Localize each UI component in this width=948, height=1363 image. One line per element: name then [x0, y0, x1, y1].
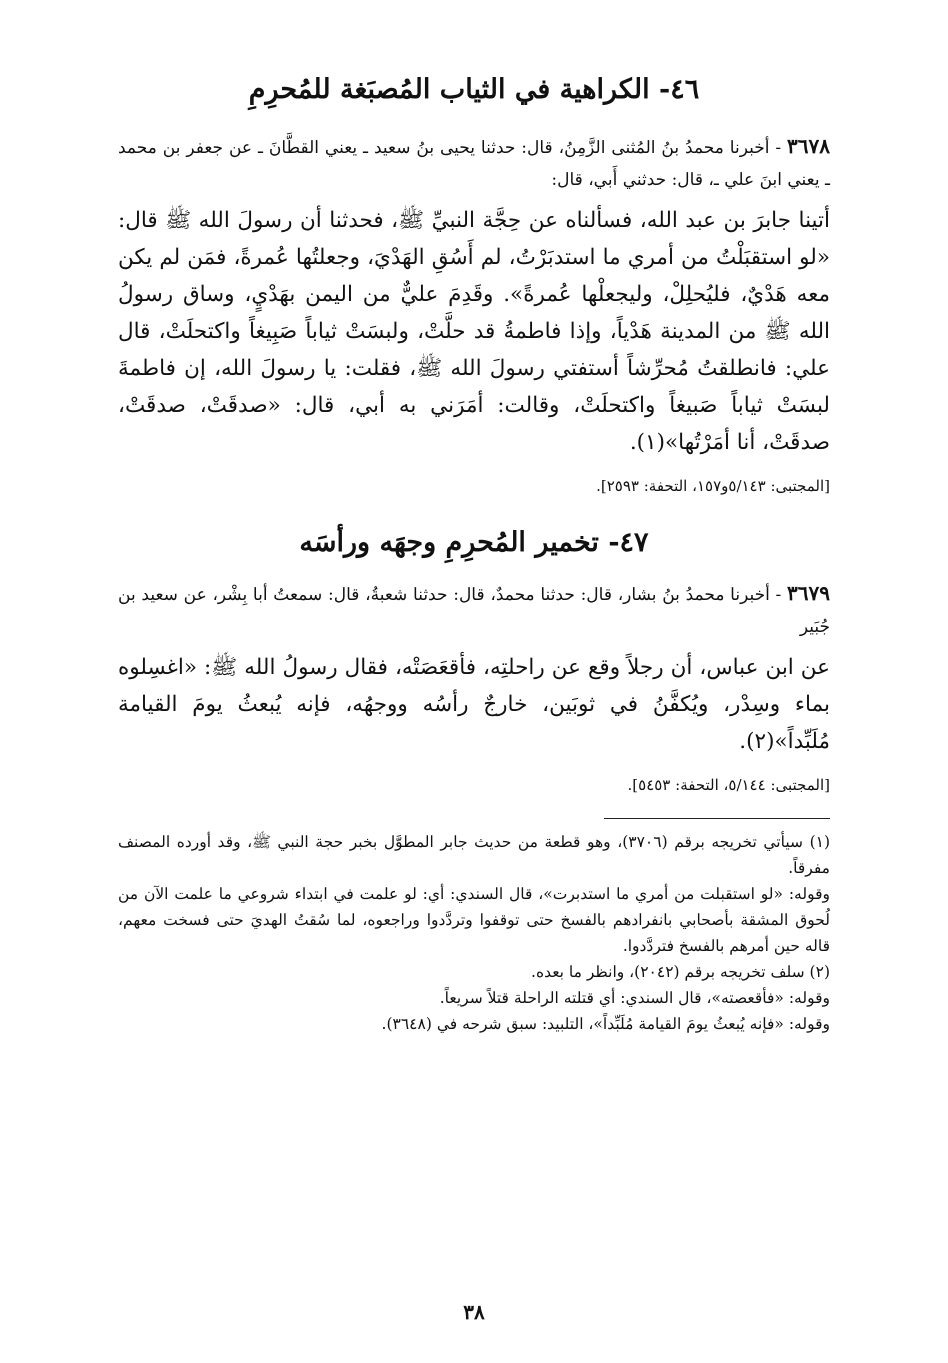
- hadith-3679-reference: [المجتبى: ٥/١٤٤، التحفة: ٥٤٥٣].: [627, 776, 830, 794]
- hadith-3678-reference: [المجتبى: ٥/١٤٣و١٥٧، التحفة: ٢٥٩٣].: [596, 477, 830, 495]
- footnote-2-comment-2: وقوله: «فإنه يُبعثُ يومَ القيامة مُلَبِّداً»، التلبيد: سبق شرحه في (٣٦٤٨).: [381, 1015, 830, 1033]
- hadith-3679-isnad-text: - أخبرنا محمدُ بنُ بشار، قال: حدثنا محمدٌ، قال: حدثنا شعبةُ، قال: سمعتُ أبا بِشْر، عن سعيد بن جُبَير: [118, 585, 830, 637]
- page-number: ٣٨: [463, 1300, 485, 1324]
- hadith-3678-isnad: [118, 130, 830, 196]
- chapter-47-title: ٤٧- تخمير المُحرِمِ وجهَه ورأسَه: [299, 527, 649, 558]
- footnote-1-comment: وقوله: «لو استقبلت من أمري ما استدبرت»، قال السندي: أي: لو علمت في ابتداء شروعي ما علمت الآن من لُحوق المشقة بأصحابي بانفرادهم بالفسخ حتى توقفوا وتردَّدوا وراجعوه، لما سُقتُ الهديَ حتى فسخت معهم، قاله حين أمرهم بالفسخ فتردَّدوا.: [118, 885, 830, 955]
- hadith-3679-number: ٣٦٧٩: [787, 581, 830, 605]
- hadith-3678-number: ٣٦٧٨: [787, 134, 830, 158]
- page-body: [118, 70, 830, 1037]
- hadith-3678-isnad-text: - أخبرنا محمدُ بنُ المُثنى الزَّمِنُ، قال: حدثنا يحيى بنُ سعيد ـ يعني القطَّانَ ـ عن جعفر بن محمد ـ يعني ابنَ علي ـ، قال: حدثني أَبي، قال:: [118, 138, 830, 190]
- hadith-3678-matn: أتينا جابرَ بن عبد الله، فسألناه عن حِجَّة النبيِّ ﷺ، فحدثنا أن رسولَ الله ﷺ قال: «لو استقبَلْتُ من أمري ما استدبَرْتُ، لم أَسُقِ الهَدْيَ، وجعلتُها عُمرةً، فمَن لم يكن معه هَدْيٌ، فليُحلِلْ، وليجعلْها عُمرةً». وقَدِمَ عليٌّ من اليمن بهَدْيٍ، وساق رسولُ الله ﷺ من المدينة هَدْياً، وإذا فاطمةُ قد حلَّتْ، ولبسَتْ ثياباً صَبِيغاً واكتحلَتْ، قال علي: فانطلقتُ مُحرِّشاً أستفتي رسولَ الله ﷺ، فقلت: يا رسولَ الله، إن فاطمةَ لبسَتْ ثياباً صَبيغاً واكتحلَتْ، وقالت: أمَرَني به أبي، قال: «صدقَتْ، صدقَتْ، صدقَتْ، أنا أمَرْتُها»(١).: [118, 208, 830, 455]
- footnote-2-comment-1: وقوله: «فأقعصته»، قال السندي: أي قتلته الراحلة قتلاً سريعاً.: [439, 989, 830, 1007]
- footnote-1: (١) سيأتي تخريجه برقم (٣٧٠٦)، وهو قطعة من حديث جابر المطوَّل بخبر حجة النبي ﷺ، وقد أورده المصنف مفرقاً.: [118, 833, 831, 877]
- footnote-2: (٢) سلف تخريجه برقم (٢٠٤٢)، وانظر ما بعده.: [531, 963, 830, 981]
- hadith-3679-isnad: [118, 577, 830, 643]
- footnote-divider: [604, 818, 830, 819]
- hadith-3679-matn: عن ابن عباس، أن رجلاً وقع عن راحلتِه، فأقعَصَتْه، فقال رسولُ الله ﷺ: «اغسِلوه بماء وسِدْر، ويُكفَّنُ في ثوبَين، خارجٌ رأسُه ووجهُه، فإنه يُبعثُ يومَ القيامة مُلَبِّداً»(٢).: [118, 655, 830, 754]
- chapter-46-title: ٤٦- الكراهية في الثياب المُصبَغة للمُحرِمِ: [248, 74, 700, 105]
